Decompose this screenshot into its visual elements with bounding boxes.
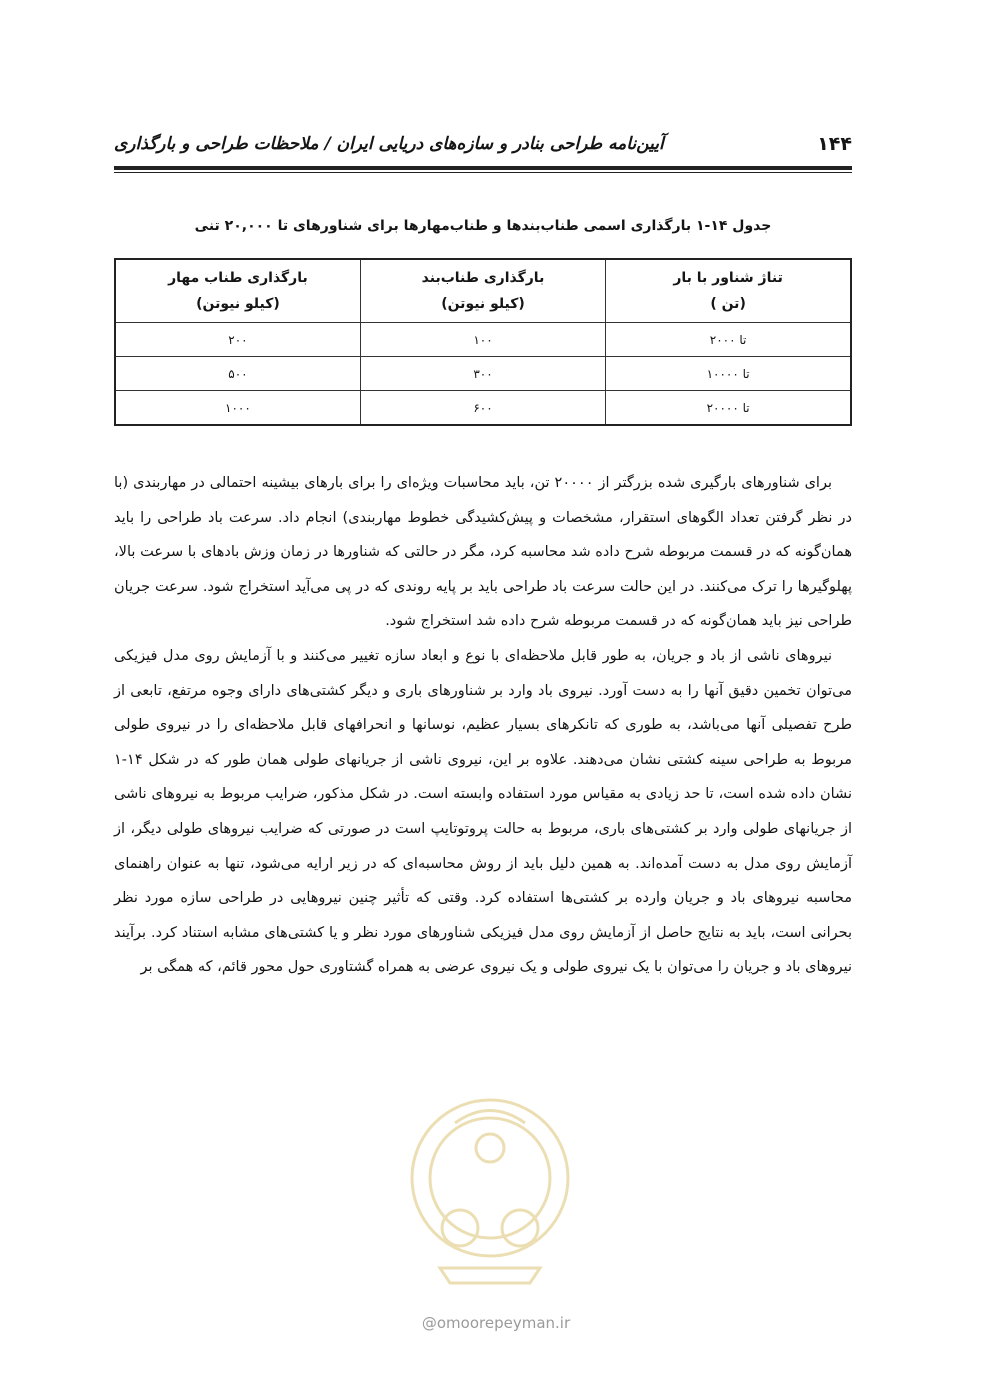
header-mooring-line-load <box>115 259 360 323</box>
header-rule-thin <box>114 172 852 173</box>
paragraph: نیروهای ناشی از باد و جریان، به طور قابل ملاحظه‌ای با نوع و ابعاد سازه تغییر می‌کنند و با آزمایش روی مدل فیزیکی می‌توان تخمین دقیق آنها را به دست آورد. نیروی باد وارد بر شناورهای باری و دیگر کشتی‌های دارای وجوه مرتفع، تابعی از طرح تفصیلی آنها می‌باشد، به طوری که تانکرهای بسیار عظیم، نوسانها و انحرافهای قابل ملاحظه‌ای را در نیروی طولی مربوط به طراحی سینه کشتی نشان می‌دهند. علاوه بر این، نیروی ناشی از جریانهای طولی همان طور که در شکل ۱۴-۱ نشان داده شده است، تا حد زیادی به مقیاس مورد استفاده وابسته است. در شکل مذکور، ضرایب مربوط به نیروهای ناشی از جریانهای طولی وارد بر کشتی‌های باری، مربوط به حالت پروتوتایپ است در صورتی که ضرایب نیروهای طولی دیگر، از آزمایش روی مدل به دست آمده‌اند. به همین دلیل باید از روش محاسبه‌ای که در زیر ارایه می‌شود، تنها به عنوان راهنمای محاسبه نیروهای باد و جریان وارده بر کشتی‌ها استفاده کرد. وقتی که تأثیر چنین نیروهایی در طراحی سازه مورد نظر بحرانی است، باید به نتایج حاصل از آزمایش روی مدل فیزیکی شناورهای مورد نظر و یا کشتی‌های مشابه استناد کرد. برآیند نیروهای باد و جریان را می‌توان با یک نیروی طولی و یک نیروی عرضی به همراه گشتاوری حول محور قائم، که همگی بر <box>114 647 852 976</box>
paragraph: برای شناورهای بارگیری شده بزرگتر از ۲۰۰۰۰ تن، باید محاسبات ویژه‌ای را برای بارهای بیشینه احتمالی در مهاربندی (با در نظر گرفتن تعداد الگوهای استقرار، مشخصات و پیش‌کشیدگی خطوط مهاربندی) انجام داد. سرعت باد طراحی را باید همان‌گونه که در قسمت مربوطه شرح داده شد محاسبه کرد، مگر در حالتی که شناورها در زمان وزش بادهای با سرعت بالا، پهلوگیرها را ترک می‌کنند. در این حالت سرعت باد طراحی باید بر پایه روندی که در پی می‌آید استخراج شود. سرعت جریان طراحی نیز باید همان‌گونه که در قسمت مربوطه شرح داده شد استخراج شود. <box>114 475 852 630</box>
header-label: بارگذاری طناب‌بند <box>421 270 545 286</box>
running-title: آیین‌نامه طراحی بنادر و سازه‌های دریایی ایران / ملاحظات طراحی و بارگذاری <box>114 134 664 154</box>
cell-mooring-load: ۱۰۰۰ <box>115 391 360 426</box>
page-header <box>114 128 852 160</box>
cell-mooring-load: ۲۰۰ <box>115 323 360 357</box>
table-header-row <box>115 259 851 323</box>
cell-tonnage: تا ۲۰۰۰۰ <box>606 391 851 426</box>
header-label: بارگذاری طناب مهار <box>168 270 308 286</box>
cell-breast-load: ۶۰۰ <box>360 391 605 426</box>
table-row <box>115 357 851 391</box>
header-rule-thick <box>114 166 852 170</box>
footer-handle: @omoorepeyman.ir <box>421 1314 571 1332</box>
header-unit: (تن ) <box>710 296 746 312</box>
header-label: تناژ شناور با بار <box>673 270 783 286</box>
table-caption: جدول ۱۴-۱ بارگذاری اسمی طناب‌بندها و طناب‌مهارها برای شناورهای تا ۲۰,۰۰۰ تنی <box>194 218 772 234</box>
page-number: ۱۴۴ <box>817 133 852 155</box>
cell-breast-load: ۳۰۰ <box>360 357 605 391</box>
watermark-logo <box>400 1078 580 1288</box>
body-text <box>114 466 852 985</box>
header-unit: (کیلو نیوتن) <box>441 296 525 312</box>
header-unit: (کیلو نیوتن) <box>196 296 280 312</box>
cell-breast-load: ۱۰۰ <box>360 323 605 357</box>
table-row <box>115 323 851 357</box>
table-row <box>115 391 851 426</box>
loading-table <box>114 258 852 426</box>
cell-mooring-load: ۵۰۰ <box>115 357 360 391</box>
header-breast-line-load <box>360 259 605 323</box>
header-tonnage <box>606 259 851 323</box>
cell-tonnage: تا ۲۰۰۰ <box>606 323 851 357</box>
cell-tonnage: تا ۱۰۰۰۰ <box>606 357 851 391</box>
